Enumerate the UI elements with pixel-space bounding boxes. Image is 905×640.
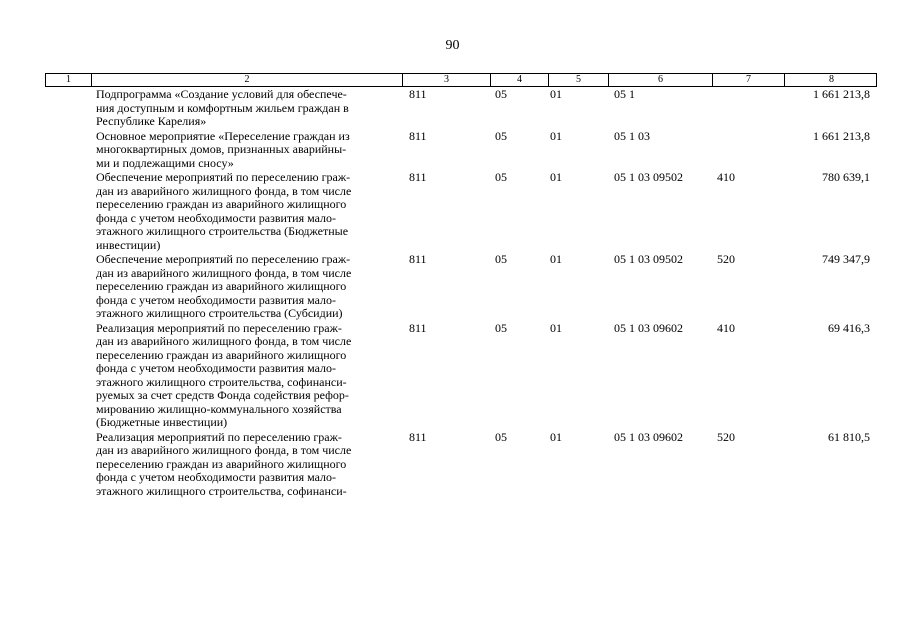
subsection-cell: 01 bbox=[550, 252, 562, 266]
row-name-cell bbox=[90, 252, 401, 321]
name-line: дан из аварийного жилищного фонда, в том числе bbox=[96, 443, 352, 457]
name-line: Республике Карелия» bbox=[96, 114, 207, 128]
ministry-code-cell: 811 bbox=[409, 87, 427, 101]
row-index-cell bbox=[45, 321, 90, 430]
ministry-code-cell: 811 bbox=[409, 170, 427, 184]
row-index-cell bbox=[45, 87, 90, 129]
amount-cell: 1 661 213,8 bbox=[813, 87, 870, 101]
row-name-cell bbox=[90, 87, 401, 129]
row-index-cell bbox=[45, 129, 90, 171]
row-index-cell bbox=[45, 252, 90, 321]
row-name-cell bbox=[90, 430, 401, 499]
name-line: дан из аварийного жилищного фонда, в том числе bbox=[96, 265, 352, 280]
name-line: Обеспечение мероприятий по переселению граж- bbox=[96, 252, 351, 266]
section-cell: 05 bbox=[495, 429, 507, 444]
name-line: этажного жилищного строительства (Субсидии) bbox=[96, 306, 343, 320]
name-line: ми и подлежащими сносу» bbox=[96, 155, 234, 170]
header-col-3: 3 bbox=[402, 74, 490, 86]
name-line: фонда с учетом необходимости развития мало- bbox=[96, 292, 337, 307]
table-row bbox=[45, 170, 877, 252]
name-line: Обеспечение мероприятий по переселению граж- bbox=[96, 170, 351, 184]
name-line: Реализация мероприятий по переселению граж- bbox=[96, 320, 342, 335]
amount-cell: 69 416,3 bbox=[828, 320, 870, 335]
header-col-6: 6 bbox=[608, 74, 712, 86]
header-col-7: 7 bbox=[712, 74, 784, 86]
row-index-cell bbox=[45, 430, 90, 499]
table-body bbox=[45, 87, 877, 498]
table-row bbox=[45, 430, 877, 499]
section-cell: 05 bbox=[495, 128, 507, 143]
table-row bbox=[45, 129, 877, 171]
table-row bbox=[45, 321, 877, 430]
subsection-cell: 01 bbox=[550, 128, 562, 143]
header-col-2: 2 bbox=[91, 74, 402, 86]
ministry-code-cell: 811 bbox=[409, 429, 427, 444]
target-article-cell: 05 1 03 bbox=[614, 128, 650, 143]
section-cell: 05 bbox=[495, 170, 507, 184]
name-line: переселению граждан из аварийного жилищного bbox=[96, 347, 347, 362]
header-col-4: 4 bbox=[490, 74, 548, 86]
table-row bbox=[45, 87, 877, 129]
section-cell: 05 bbox=[495, 87, 507, 101]
name-line: фонда с учетом необходимости развития мало- bbox=[96, 470, 337, 484]
target-article-cell: 05 1 03 09502 bbox=[614, 252, 683, 266]
expense-type-cell: 520 bbox=[717, 429, 735, 444]
target-article-cell: 05 1 03 09602 bbox=[614, 320, 683, 335]
name-line: Реализация мероприятий по переселению граж- bbox=[96, 429, 342, 444]
header-col-8: 8 bbox=[784, 74, 878, 86]
name-line: инвестиции) bbox=[96, 237, 161, 252]
row-index-cell bbox=[45, 170, 90, 252]
expense-type-cell bbox=[711, 87, 783, 129]
row-name-cell bbox=[90, 129, 401, 171]
section-cell: 05 bbox=[495, 320, 507, 335]
amount-cell: 780 639,1 bbox=[822, 170, 870, 184]
name-line: этажного жилищного строительства, софинанси- bbox=[96, 483, 347, 498]
name-line: Подпрограмма «Создание условий для обеспече- bbox=[96, 87, 347, 101]
target-article-cell: 05 1 03 09602 bbox=[614, 429, 683, 444]
name-line: этажного жилищного строительства, софинанси- bbox=[96, 374, 347, 389]
name-line: фонда с учетом необходимости развития мало- bbox=[96, 361, 337, 375]
name-line: этажного жилищного строительства (Бюджетные bbox=[96, 224, 349, 238]
row-name-cell bbox=[90, 170, 401, 252]
ministry-code-cell: 811 bbox=[409, 252, 427, 266]
name-line: фонда с учетом необходимости развития мало- bbox=[96, 210, 337, 225]
name-line: (Бюджетные инвестиции) bbox=[96, 415, 228, 429]
amount-cell: 749 347,9 bbox=[822, 252, 870, 266]
name-line: переселению граждан из аварийного жилищного bbox=[96, 279, 347, 293]
name-line: дан из аварийного жилищного фонда, в том числе bbox=[96, 183, 352, 198]
name-line: Основное мероприятие «Переселение граждан из bbox=[96, 128, 350, 143]
table-row bbox=[45, 252, 877, 321]
header-col-1: 1 bbox=[66, 74, 71, 85]
name-line: дан из аварийного жилищного фонда, в том числе bbox=[96, 334, 352, 348]
name-line: многоквартирных домов, признанных аварийны- bbox=[96, 142, 347, 156]
table-header-row bbox=[45, 73, 877, 87]
target-article-cell: 05 1 03 09502 bbox=[614, 170, 683, 184]
subsection-cell: 01 bbox=[550, 429, 562, 444]
subsection-cell: 01 bbox=[550, 170, 562, 184]
row-name-cell bbox=[90, 321, 401, 430]
name-line: мированию жилищно-коммунального хозяйства bbox=[96, 401, 342, 416]
name-line: руемых за счет средств Фонда содействия рефор- bbox=[96, 388, 349, 402]
target-article-cell: 05 1 bbox=[614, 87, 635, 101]
subsection-cell: 01 bbox=[550, 320, 562, 335]
expense-type-cell: 410 bbox=[717, 170, 735, 184]
amount-cell: 61 810,5 bbox=[828, 429, 870, 444]
expense-type-cell bbox=[711, 129, 783, 171]
subsection-cell: 01 bbox=[550, 87, 562, 101]
header-col-5: 5 bbox=[548, 74, 608, 86]
name-line: переселению граждан из аварийного жилищного bbox=[96, 456, 347, 471]
ministry-code-cell: 811 bbox=[409, 128, 427, 143]
name-line: ния доступным и комфортным жильем граждан в bbox=[96, 100, 349, 115]
name-line: переселению граждан из аварийного жилищного bbox=[96, 197, 347, 211]
expense-type-cell: 410 bbox=[717, 320, 735, 335]
page-number: 90 bbox=[445, 38, 460, 53]
budget-table bbox=[45, 73, 877, 498]
expense-type-cell: 520 bbox=[717, 252, 735, 266]
section-cell: 05 bbox=[495, 252, 507, 266]
ministry-code-cell: 811 bbox=[409, 320, 427, 335]
amount-cell: 1 661 213,8 bbox=[813, 128, 870, 143]
